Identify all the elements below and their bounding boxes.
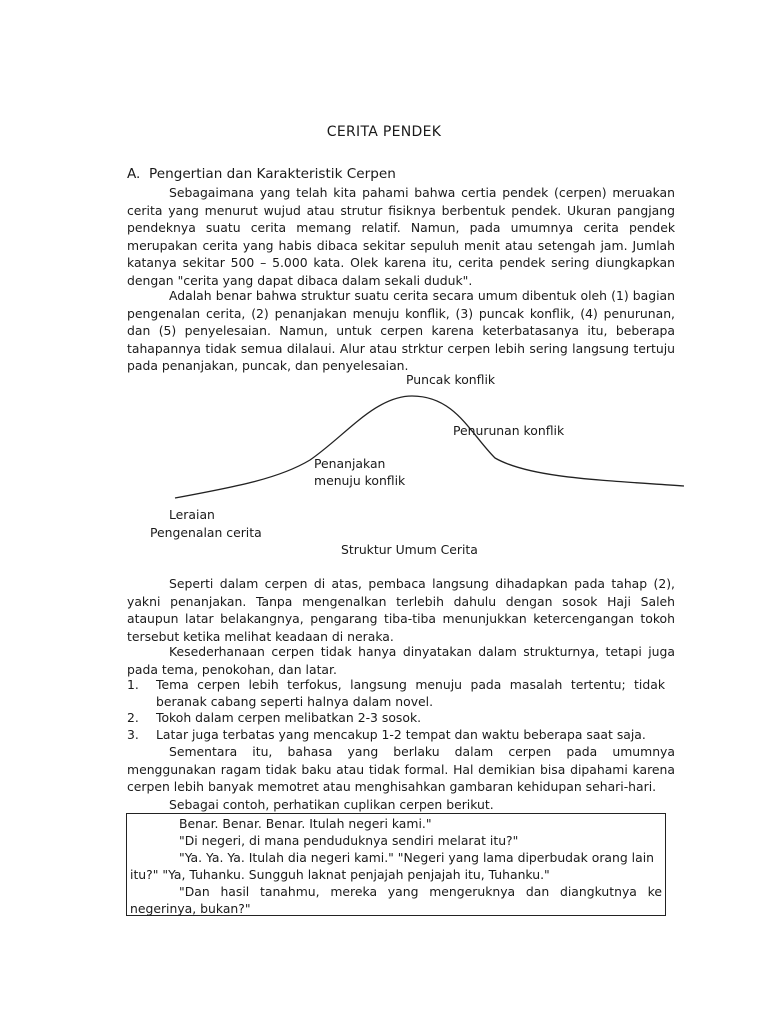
list-text: Latar juga terbatas yang mencakup 1-2 tempat dan waktu beberapa saat saja. [156,726,646,742]
quote-line: itu?" "Ya, Tuhanku. Sungguh laknat penjajah penjajah itu, Tuhanku." [130,867,550,882]
section-heading-text: Pengertian dan Karakteristik Cerpen [149,166,396,182]
quote-line: negerinya, bukan?" [130,901,251,916]
quote-line: "Di negeri, di mana penduduknya sendiri melarat itu?" [179,833,519,848]
list-number: 2. [127,710,139,726]
label-peak: Puncak konflik [406,372,496,387]
list-text: Tema cerpen lebih terfokus, langsung menuju pada masalah tertentu; tidak beranak cabang seperti halnya dalam novel. [156,677,665,709]
label-rising-2: menuju konflik [314,473,406,488]
story-structure-diagram [0,368,768,568]
paragraph-language: Sementara itu, bahasa yang berlaku dalam cerpen pada umumnya menggunakan ragam tidak baku atau tidak formal. Hal demikian bisa dipahami karena cerpen lebih banyak memotret atau menghisahkan gambaran kehidupan sehari-hari. [127,744,675,795]
paragraph-structure: Adalah benar bahwa struktur suatu cerita secara umum dibentuk oleh (1) bagian pengenalan cerita, (2) penanjakan menuju konflik, (3) puncak konflik, (4) penurunan, dan (5) penyelesaian. Namun, untuk cerpen karena keterbatasanya itu, beberapa tahapannya tidak semua dilalaui. Alur atau strktur cerpen lebih sering langsung tertuju pada penanjakan, puncak, dan penyelesaian. [127,288,675,374]
label-falling: Penurunan konflik [453,423,565,438]
label-leraian: Leraian [169,507,215,522]
list-item [127,710,665,727]
paragraph-definition: Sebagaimana yang telah kita pahami bahwa certia pendek (cerpen) meruakan cerita yang menurut wujud atau strutur fisiknya berbentuk pendek. Ukuran pangjang pendeknya suatu cerita memang relatif. Namun, pada umumnya cerita pendek merupakan cerita yang habis dibaca sekitar sepuluh menit atau setengah jam. Jumlah katanya sekitar 500 – 5.000 kata. Olek karena itu, cerita pendek sering diungkapkan dengan "cerita yang dapat dibaca dalam sekali duduk". [127,185,675,288]
paragraph-intro-quote: Sebagai contoh, perhatikan cuplikan cerpen berikut. [169,797,494,812]
label-intro: Pengenalan cerita [150,525,262,540]
quote-box [126,813,666,916]
characteristics-list [127,677,665,743]
diagram-caption: Struktur Umum Cerita [341,542,478,557]
paragraph-simplicity: Kesederhanaan cerpen tidak hanya dinyatakan dalam strukturnya, tetapi juga pada tema, penokohan, dan latar. [127,644,675,677]
label-rising-1: Penanjakan [314,456,386,471]
quote-line: "Ya. Ya. Ya. Itulah dia negeri kami." "Negeri yang lama diperbudak orang lain [179,850,655,865]
list-text: Tokoh dalam cerpen melibatkan 2-3 sosok. [156,710,422,726]
list-number: 3. [127,726,139,742]
quote-line: Benar. Benar. Benar. Itulah negeri kami." [179,816,432,831]
list-number: 1. [127,677,139,692]
section-letter: A. [127,166,141,182]
page-title: CERITA PENDEK [326,124,442,140]
list-item [127,677,665,710]
section-heading [127,166,396,182]
quote-line: "Dan hasil tanahmu, mereka yang mengeruknya dan diangkutnya ke [179,884,662,899]
list-item [127,727,665,744]
plot-curve [175,396,684,498]
paragraph-example: Seperti dalam cerpen di atas, pembaca langsung dihadapkan pada tahap (2), yakni penanjakan. Tanpa mengenalkan terlebih dahulu dengan sosok Haji Saleh ataupun latar belakangnya, pengarang tiba-tiba menunjukkan ketercengangan tokoh tersebut ketika melihat keadaan di neraka. [127,576,675,644]
